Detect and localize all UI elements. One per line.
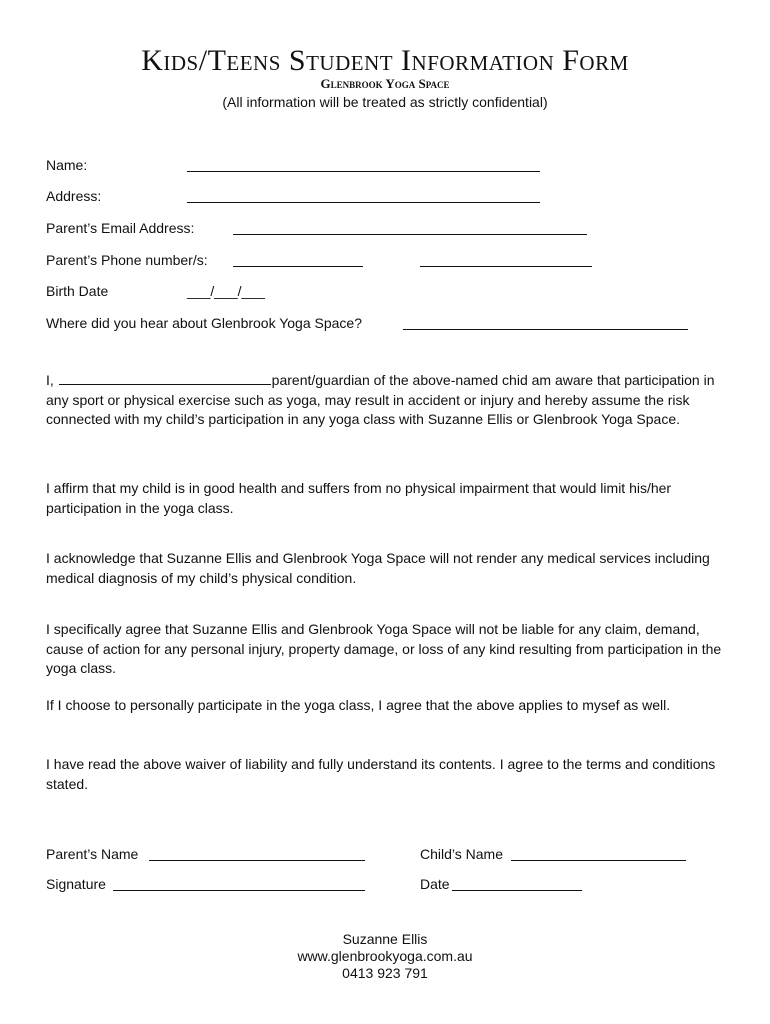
birth-date-field[interactable]: ___/___/___ [187,283,265,299]
personal-participation-paragraph: If I choose to personally participate in the yoga class, I agree that the above applies to mysef as well. [46,697,671,713]
form-title: Kids/Teens Student Information Form [141,44,629,77]
guardian-name-field[interactable] [59,370,271,385]
address-field[interactable] [187,202,540,203]
parent-name-field[interactable] [149,860,365,861]
birth-date-label: Birth Date [46,283,109,299]
referral-field[interactable] [403,329,688,330]
liability-paragraph: I specifically agree that Suzanne Ellis and Glenbrook Yoga Space will not be liable for any claim, demand, cause of action for any personal injury, property damage, or loss of any kind resulting from participation in the yoga class. [46,621,722,676]
name-label: Name: [46,157,88,173]
footer-website-link[interactable]: www.glenbrookyoga.com.au [297,948,473,964]
waiver-intro-paragraph [46,370,736,430]
parent-name-label: Parent’s Name [46,846,139,862]
date-label: Date [420,876,450,892]
waiver-intro-prefix: I, [46,372,54,388]
health-paragraph: I affirm that my child is in good health and suffers from no physical impairment that would limit his/her participation in the yoga class. [46,480,672,516]
email-field[interactable] [233,234,587,235]
signature-field[interactable] [113,890,365,891]
phone-field-1[interactable] [233,266,363,267]
signature-label: Signature [46,876,106,892]
name-field[interactable] [187,171,540,172]
footer-phone: 0413 923 791 [342,965,428,981]
confidential-note: (All information will be treated as strictly confidential) [222,94,548,110]
studio-name: Glenbrook Yoga Space [320,76,450,91]
agreement-paragraph: I have read the above waiver of liability and fully understand its contents. I agree to the terms and conditions stated. [46,756,716,792]
child-name-label: Child’s Name [420,846,503,862]
email-label: Parent’s Email Address: [46,220,195,236]
medical-paragraph: I acknowledge that Suzanne Ellis and Glenbrook Yoga Space will not render any medical services including medical diagnosis of my child’s physical condition. [46,550,710,586]
phone-field-2[interactable] [420,266,592,267]
footer-contact-name: Suzanne Ellis [342,931,428,947]
child-name-field[interactable] [511,860,686,861]
phone-label: Parent’s Phone number/s: [46,252,208,268]
waiver-intro-text: parent/guardian of the above-named chid am aware that participation in any sport or physical exercise such as yoga, may result in accident or injury and hereby assume the risk connected with my child’s participation in any yoga class with Suzanne Ellis or Glenbrook Yoga Space. [46,372,715,427]
address-label: Address: [46,188,102,204]
date-field[interactable] [452,890,582,891]
referral-label: Where did you hear about Glenbrook Yoga Space? [46,315,363,331]
